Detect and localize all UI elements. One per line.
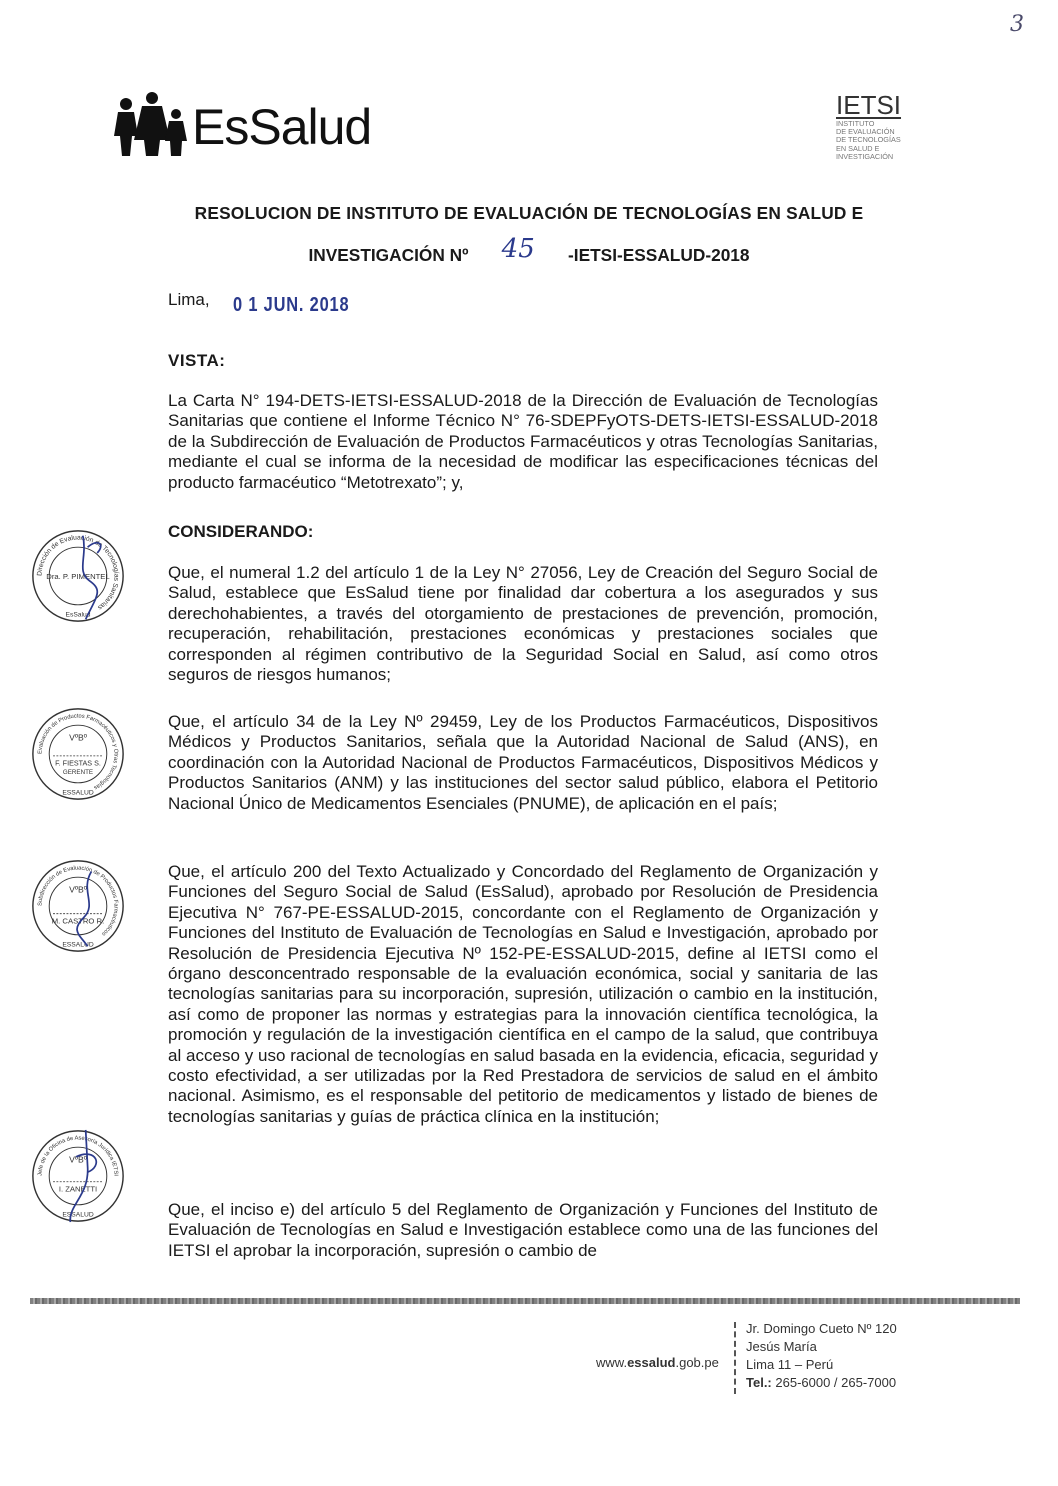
ietsi-logo-subtitle [836, 120, 926, 161]
seal-vobo: VºBº [69, 884, 87, 895]
considerando-paragraph: Que, el inciso e) del artículo 5 del Reglamento de Organización y Funciones del Instituto de Evaluación de Tecnologías en Salud e Investigación establece como una de las funciones del IETSI el aprobar la incorporación, supresión o cambio de [168, 1200, 878, 1260]
considerando-paragraph: Que, el artículo 200 del Texto Actualizado y Concordado del Reglamento de Organización y Funciones del Seguro Social de Salud (EsSalud), aprobado por Resolución de Presidencia Ejecutiva N° 767-PE-ESSALUD-2015, concordante con el Reglamento de Organización y Funciones del Instituto de Evaluación de Tecnologías en Salud e Investigación, aprobado por Resolución de Presidencia Ejecutiva Nº 152-PE-ESSALUD-2015, define al IETSI como el órgano desconcentrado responsable de la evaluación económica, social y sanitaria de las tecnologías sanitarias para su incorporación, supresión, utilización o cambio en la institución, así como de proponer las normas y estrategias para la innovación científica tecnológica, la promoción y regulación de la investigación científica en el campo de la salud, que contribuya al acceso y uso racional de tecnologías en salud basada en la evidencia, eficacia, seguridad y costo efectividad, a ser utilizadas por la Red Prestadora de servicios de salud en el ámbito nacional. Asimismo, es el responsable del petitorio de medicamentos y listado de bienes de tecnologías sanitarias y guías de práctica clínica en la institución; [168, 862, 878, 1126]
ietsi-subtitle-line: INSTITUTO [836, 119, 875, 128]
ietsi-logo-title: IETSI [836, 90, 902, 120]
footer-website [596, 1355, 719, 1370]
footer-phone [746, 1374, 897, 1392]
footer-separator [734, 1322, 736, 1394]
footer-phone-value: 265-6000 / 265-7000 [771, 1375, 897, 1390]
page-number: 3 [1010, 12, 1024, 37]
seal-stamp [30, 1128, 126, 1224]
ietsi-subtitle-line: INVESTIGACIÓN [836, 151, 894, 161]
seal-stamp [30, 706, 126, 802]
seal-ring-text: Jefe de la Oficina de Asesoría Jurídica IETSI [37, 1135, 119, 1177]
footer-address [746, 1320, 897, 1392]
essalud-logo [112, 92, 382, 162]
footer-address-line: Lima 11 – Perú [746, 1357, 834, 1372]
seal-ring-text: Subdirección de Evaluación de Productos Farmacéuticos [37, 865, 119, 937]
ietsi-subtitle-line: DE TECNOLOGÍAS [836, 135, 901, 145]
footer-website-suffix: .gob.pe [675, 1355, 719, 1370]
footer-phone-label: Tel.: [746, 1375, 772, 1390]
seal-stamp-graphic [30, 528, 126, 624]
seal-role: GERENTE [62, 769, 94, 777]
footer-divider [30, 1298, 1020, 1304]
vista-heading: VISTA: [168, 351, 226, 370]
handwritten-resolution-number: 45 [501, 234, 535, 264]
seal-name: I. ZANETTI [58, 1184, 98, 1194]
footer-address-line: Jesús María [746, 1339, 817, 1354]
considerando-heading: CONSIDERANDO: [168, 522, 314, 541]
essalud-logo-text: EsSalud [192, 99, 372, 155]
seal-stamp-graphic [30, 1128, 126, 1224]
seal-name: Dra. P. PIMENTEL [46, 571, 110, 581]
considerando-paragraph: Que, el artículo 34 de la Ley Nº 29459, Ley de los Productos Farmacéuticos, Dispositivos Médicos y Productos Sanitarios, señala que la Autoridad Nacional de Salud (ANS), en coordinación con la Autoridad Nacional de Productos Farmacéuticos, Dispositivos Médicos y Productos Sanitarios (ANM) y las instituciones del sector salud público, elabora el Petitorio Nacional Único de Medicamentos Esenciales (PNUME), de aplicación en el país; [168, 712, 878, 813]
title-suffix: -IETSI-ESSALUD-2018 [568, 245, 750, 265]
place-label: Lima, [168, 290, 210, 309]
resolution-title-line2 [0, 234, 1058, 268]
seal-bottom-text: ESSALUD [62, 941, 94, 949]
seal-ring-text: Evaluación de Productos Farmacéuticos y Otras Tecnologías [37, 713, 119, 791]
seal-name: F. FIESTAS S. [55, 758, 101, 768]
footer-website-prefix: www. [596, 1355, 628, 1370]
title-prefix: INVESTIGACIÓN Nº [308, 245, 469, 265]
resolution-title-line1: RESOLUCION DE INSTITUTO DE EVALUACIÓN DE TECNOLOGÍAS EN SALUD E [194, 203, 864, 223]
date-stamp: 0 1 JUN. 2018 [233, 294, 350, 316]
ietsi-logo [836, 92, 926, 168]
ietsi-subtitle-line: DE EVALUACIÓN [836, 127, 895, 137]
footer-website-domain: essalud [627, 1355, 676, 1370]
seal-stamp [30, 528, 126, 624]
seal-bottom-text: EsSalud [65, 611, 91, 619]
seal-vobo: VºBº [69, 732, 87, 743]
seal-stamp-graphic [30, 706, 126, 802]
seal-vobo: VºBº [69, 1154, 87, 1165]
seal-name: M. CASTRO R. [51, 916, 105, 926]
ietsi-subtitle-line: EN SALUD E [836, 143, 880, 153]
seal-ring-text: Dirección de Evaluación de Tecnologías Sanitarias [36, 534, 120, 612]
seal-bottom-text: ESSALUD [62, 1211, 94, 1219]
family-icon [112, 92, 192, 158]
considerando-paragraph: Que, el numeral 1.2 del artículo 1 de la Ley N° 27056, Ley de Creación del Seguro Social de Salud, establece que EsSalud tiene por finalidad dar cobertura a los asegurados y sus derechohabientes, a través del otorgamiento de prestaciones de prevención, promoción, recuperación, rehabilitación, prestaciones económicas y prestaciones sociales que corresponden al régimen contributivo de la Seguridad Social en Salud, así como otros seguros de riesgos humanos; [168, 563, 878, 685]
signature-mark [77, 871, 91, 946]
seal-stamp-graphic [30, 858, 126, 954]
vista-paragraph: La Carta N° 194-DETS-IETSI-ESSALUD-2018 de la Dirección de Evaluación de Tecnologías Sanitarias que contiene el Informe Técnico N° 76-SDEPFyOTS-DETS-IETSI-ESSALUD-2018 de la Subdirección de Evaluación de Productos Farmacéuticos y otras Tecnologías Sanitarias, mediante el cual se informa de la necesidad de modificar las especificaciones técnicas del producto farmacéutico “Metotrexato”; y, [168, 391, 878, 492]
seal-bottom-text: ESSALUD [62, 789, 94, 797]
seal-stamp [30, 858, 126, 954]
footer-address-line: Jr. Domingo Cueto Nº 120 [746, 1321, 897, 1336]
